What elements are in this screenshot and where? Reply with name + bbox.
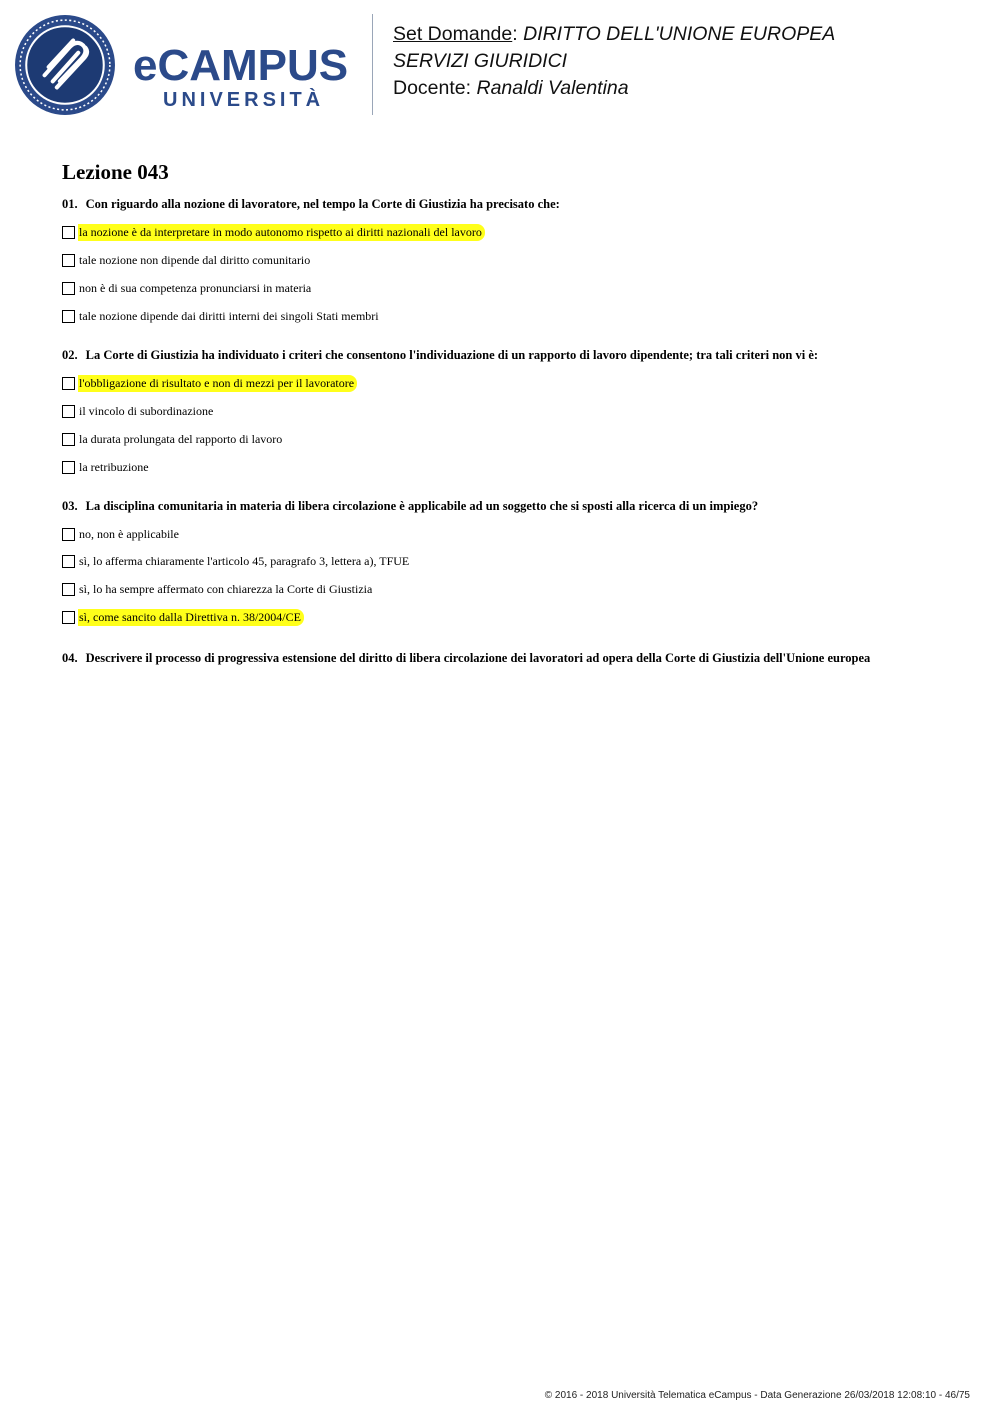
- teacher-name: Ranaldi Valentina: [476, 77, 629, 99]
- option-text: no, non è applicabile: [79, 526, 179, 541]
- option-03-a[interactable]: [62, 525, 182, 543]
- course-info: [393, 21, 835, 102]
- option-03-b[interactable]: [62, 552, 412, 570]
- checkbox[interactable]: [62, 611, 75, 624]
- option-text: sì, lo afferma chiaramente l'articolo 45, paragrafo 3, lettera a), TFUE: [79, 553, 410, 568]
- question-03: [62, 499, 952, 514]
- page-header: [0, 0, 1000, 130]
- option-text: la nozione è da interpretare in modo autonomo rispetto ai diritti nazionali del lavoro: [78, 224, 485, 241]
- option-02-a[interactable]: [62, 374, 357, 392]
- option-text: la durata prolungata del rapporto di lavoro: [79, 431, 283, 446]
- checkbox[interactable]: [62, 461, 75, 474]
- checkbox[interactable]: [62, 555, 75, 568]
- option-03-d[interactable]: [62, 608, 304, 626]
- option-text: il vincolo di subordinazione: [79, 403, 214, 418]
- question-text: Descrivere il processo di progressiva estensione del diritto di libera circolazione dei lavoratori ad opera della Corte di Giustizia dell'Unione europea: [85, 651, 871, 665]
- set-label: Set Domande: [393, 23, 513, 45]
- option-02-c[interactable]: [62, 430, 285, 448]
- checkbox[interactable]: [62, 405, 75, 418]
- set-colon: :: [512, 23, 518, 45]
- question-text: La disciplina comunitaria in materia di libera circolazione è applicabile ad un soggetto che si sposti alla ricerca di un impiego?: [85, 499, 759, 513]
- question-number: 02.: [62, 348, 78, 362]
- option-02-b[interactable]: [62, 402, 216, 420]
- option-text: tale nozione dipende dai diritti interni dei singoli Stati membri: [79, 308, 379, 323]
- option-03-c[interactable]: [62, 580, 375, 598]
- option-01-b[interactable]: [62, 251, 313, 269]
- question-01: [62, 197, 952, 212]
- checkbox[interactable]: [62, 226, 75, 239]
- option-text: la retribuzione: [79, 459, 149, 474]
- teacher-line: [393, 75, 835, 102]
- teacher-label: Docente:: [393, 77, 472, 99]
- option-02-d[interactable]: [62, 458, 152, 476]
- option-01-c[interactable]: [62, 279, 314, 297]
- checkbox[interactable]: [62, 583, 75, 596]
- svg-text:UNIVERSITÀ: UNIVERSITÀ: [163, 89, 325, 111]
- option-text: l'obbligazione di risultato e non di mezzi per il lavoratore: [78, 375, 357, 392]
- option-01-d[interactable]: [62, 307, 382, 325]
- checkbox[interactable]: [62, 282, 75, 295]
- checkbox[interactable]: [62, 433, 75, 446]
- checkbox[interactable]: [62, 528, 75, 541]
- page-footer: © 2016 - 2018 Università Telematica eCampus - Data Generazione 26/03/2018 12:08:10 - 46/75: [544, 1390, 970, 1401]
- checkbox[interactable]: [62, 310, 75, 323]
- option-text: non è di sua competenza pronunciarsi in materia: [79, 280, 312, 295]
- ecampus-seal-logo-icon: [14, 14, 116, 116]
- question-text: Con riguardo alla nozione di lavoratore, nel tempo la Corte di Giustizia ha precisato che:: [85, 197, 560, 211]
- question-text: La Corte di Giustizia ha individuato i criteri che consentono l'individuazione di un rapporto di lavoro dipendente; tra tali criteri non vi è:: [85, 348, 819, 362]
- course-line-1: [393, 21, 835, 48]
- course-title: DIRITTO DELL'UNIONE EUROPEA: [523, 23, 836, 45]
- question-04: [62, 651, 952, 666]
- question-number: 01.: [62, 197, 78, 211]
- option-text: tale nozione non dipende dal diritto comunitario: [79, 252, 311, 267]
- checkbox[interactable]: [62, 377, 75, 390]
- question-number: 04.: [62, 651, 78, 665]
- option-text: sì, come sancito dalla Direttiva n. 38/2004/CE: [78, 609, 304, 626]
- option-01-a[interactable]: [62, 223, 485, 241]
- option-text: sì, lo ha sempre affermato con chiarezza la Corte di Giustizia: [79, 581, 373, 596]
- question-number: 03.: [62, 499, 78, 513]
- checkbox[interactable]: [62, 254, 75, 267]
- ecampus-wordmark: [133, 38, 358, 118]
- course-subtitle: SERVIZI GIURIDICI: [393, 50, 568, 72]
- lesson-title: Lezione 043: [62, 160, 169, 184]
- svg-text:eCAMPUS: eCAMPUS: [133, 41, 349, 90]
- header-divider: [372, 14, 373, 115]
- question-02: [62, 348, 952, 363]
